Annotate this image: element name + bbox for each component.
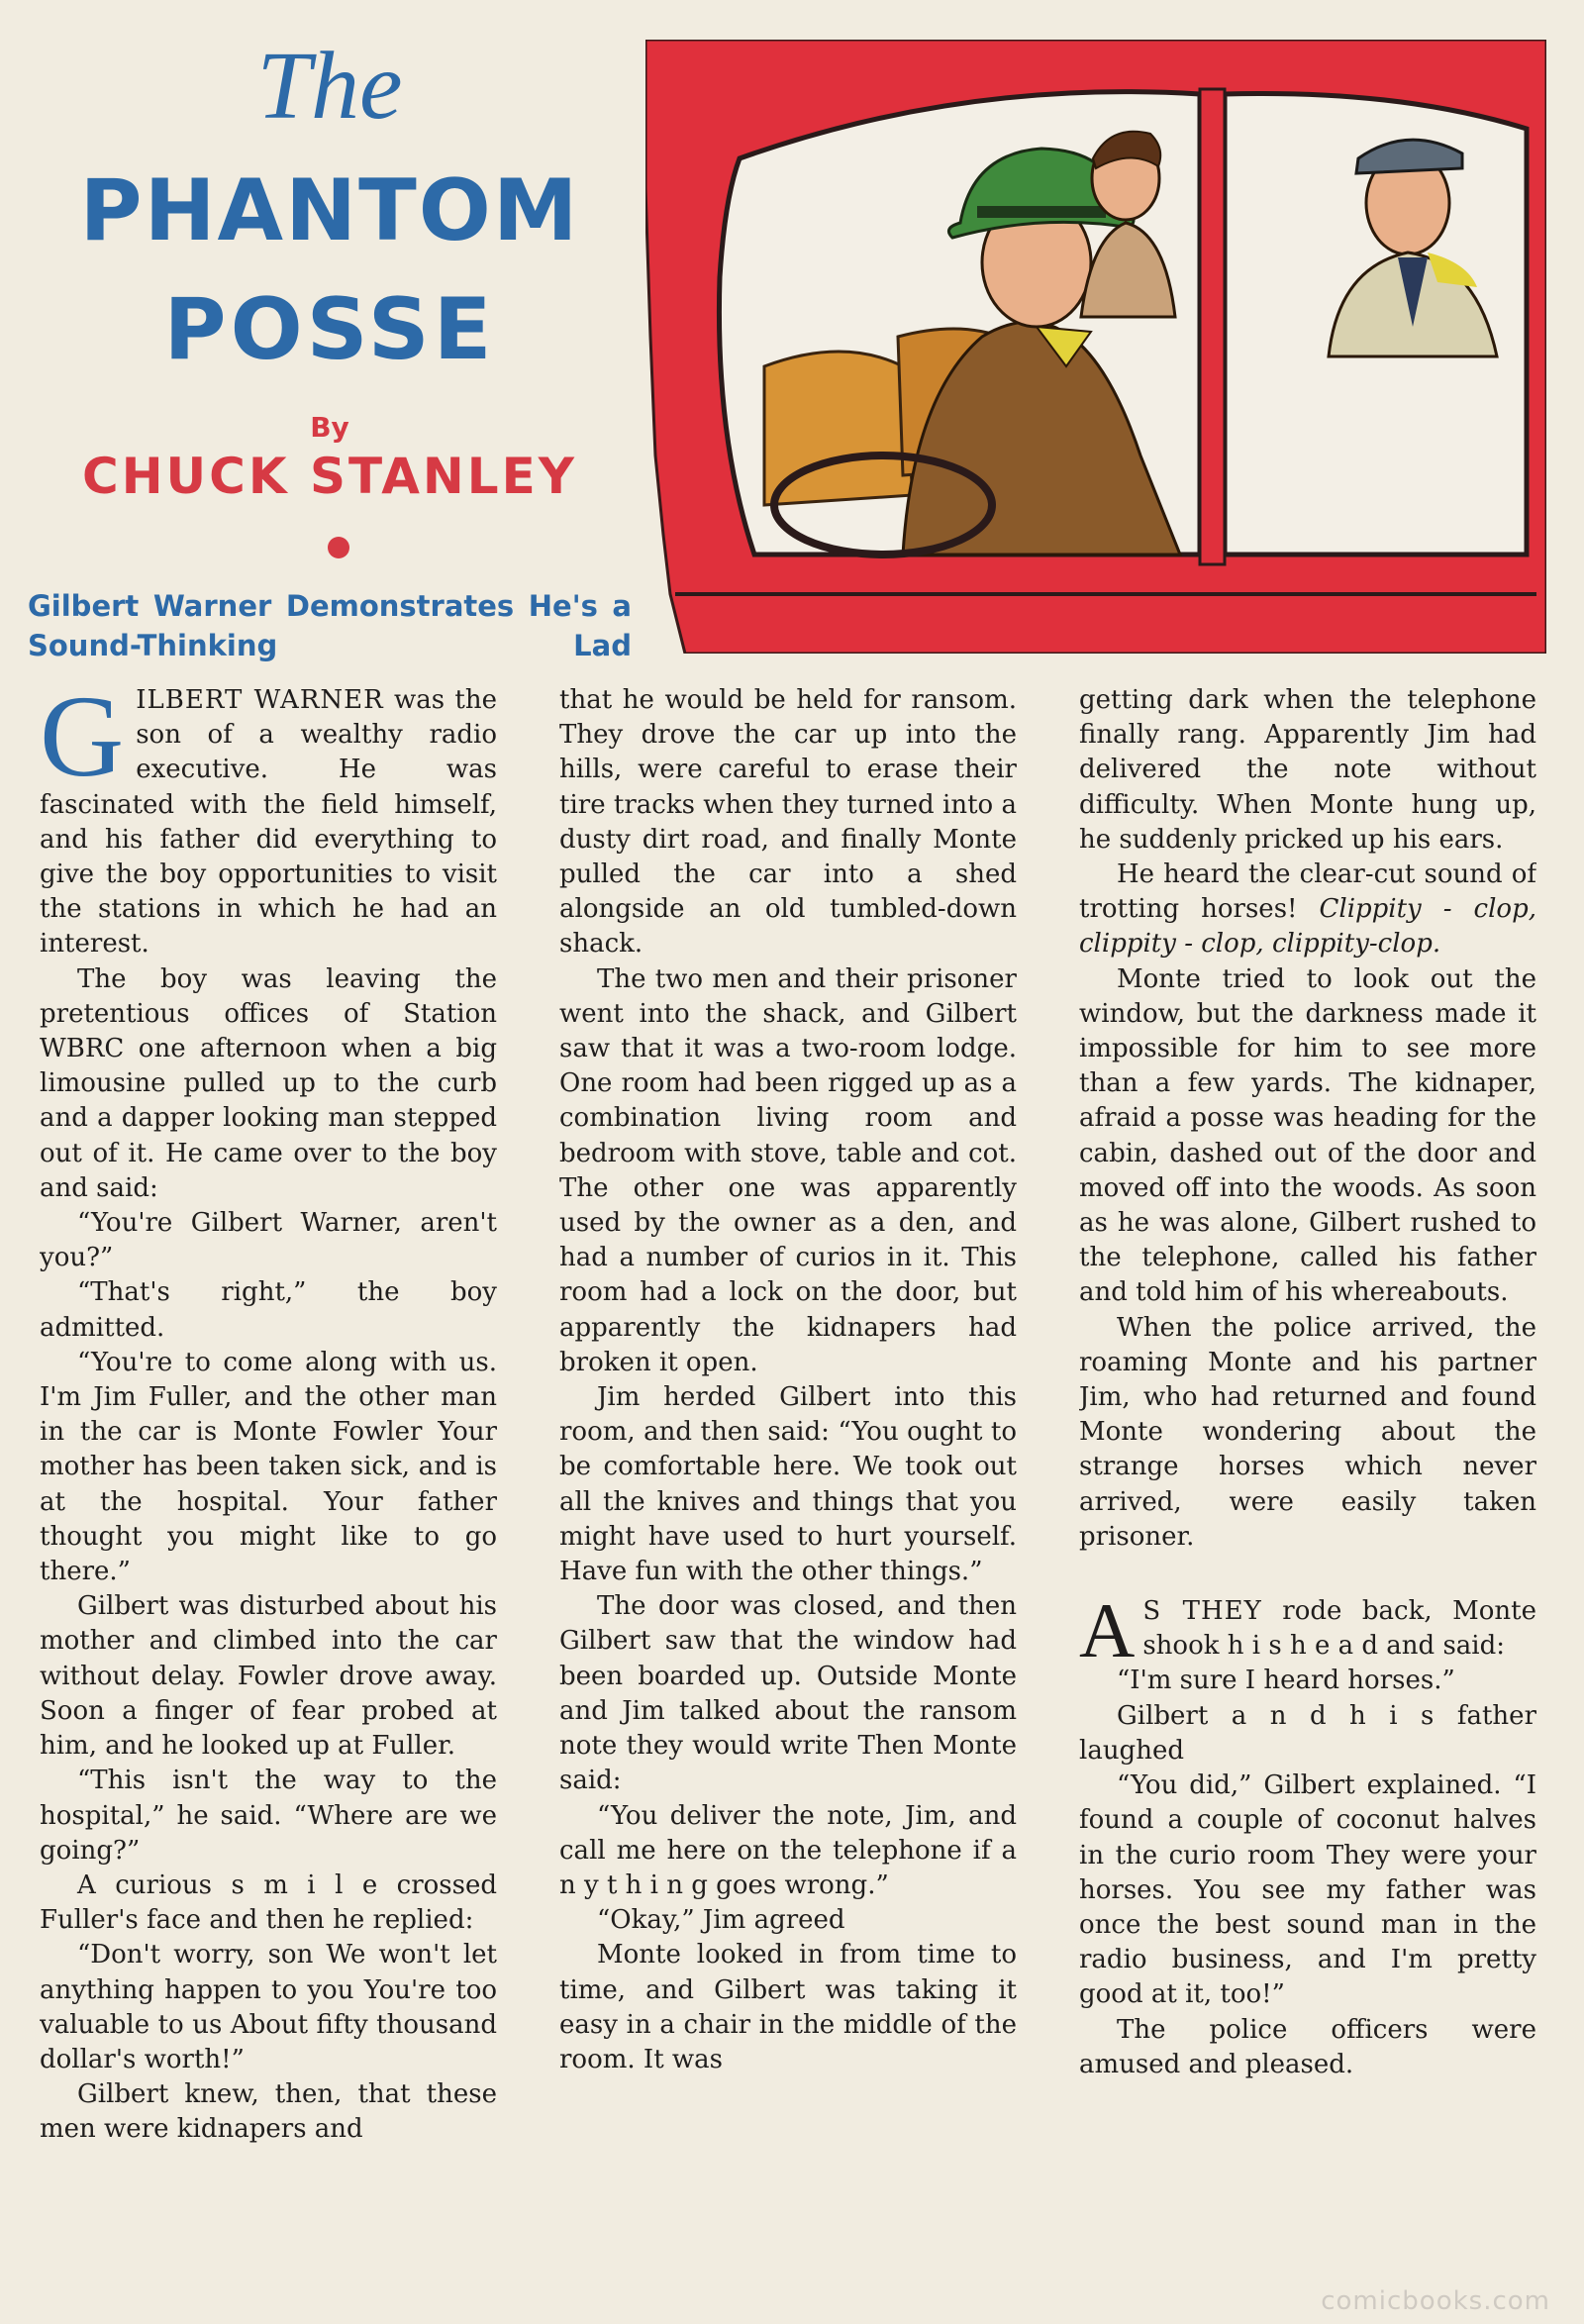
- paragraph: “I'm sure I heard horses.”: [1117, 1666, 1455, 1696]
- subtitle: Gilbert Warner Demonstrates He's a Sound-Thinking Lad: [28, 589, 632, 662]
- paragraph-text: was the son of a wealthy radio executive. He was fascinated with the field himself, and his father did everything to give the boy opportunities to visit the stations in which he had an interest.: [40, 685, 497, 960]
- paragraph: [1079, 858, 1536, 962]
- paragraph: The boy was leaving the pretentious offices of Station WBRC one afternoon when a big limousine pulled up to the curb and a dapper looking man stepped out of it. He came over to the boy and said:: [40, 963, 497, 1203]
- paragraph: [1079, 1587, 1536, 1674]
- paragraph: “You did,” Gilbert explained. “I found a couple of coconut halves in the curio room They were your horses. You see my father was once the best sound man in the radio business, and I'm pretty good at it, too!”: [1079, 1770, 1536, 2010]
- paragraph: The door was closed, and then Gilbert saw that the window had been boarded up. Outside Monte and Jim talked about the ransom note they would write Then Monte said:: [559, 1591, 1017, 1796]
- byline-author: CHUCK STANLEY: [82, 448, 577, 505]
- paragraph: A curious s m i l e crossed Fuller's face and then he replied:: [40, 1869, 497, 1936]
- lead-caps: S THEY: [1142, 1596, 1262, 1627]
- paragraph: Gilbert knew, then, that these men were kidnapers and: [40, 2079, 497, 2145]
- paragraph: “You're to come along with us. I'm Jim Fuller, and the other man in the car is Monte Fowler Your mother has been taken sick, and is at the hospital. Your father thought you might like to go there.”: [40, 1347, 497, 1587]
- drop-cap: G: [40, 683, 125, 801]
- paragraph: Gilbert was disturbed about his mother and climbed into the car without delay. Fowler drove away. Soon a finger of fear probed at him, and he looked up at Fuller.: [40, 1591, 497, 1762]
- watermark: comicbooks.com: [1321, 2286, 1550, 2316]
- paragraph: “You're Gilbert Warner, aren't you?”: [40, 1208, 497, 1273]
- lead-caps: ILBERT WARNER: [136, 685, 384, 715]
- paragraph: “This isn't the way to the hospital,” he said. “Where are we going?”: [40, 1766, 497, 1866]
- paragraph: “Don't worry, son We won't let anything happen to you You're too valuable to us About fifty thousand dollar's worth!”: [40, 1940, 497, 2074]
- drop-cap: A: [1079, 1587, 1136, 1674]
- sound-effect-text: Clippity - clop, clippity - clop, clippity-clop.: [1079, 894, 1536, 960]
- car-illustration-svg: [645, 40, 1546, 654]
- byline-by: By: [310, 411, 349, 444]
- paragraph-text: rode back, Monte shook h i s h e a d and said:: [1142, 1596, 1536, 1662]
- article-column-1: [40, 683, 497, 2302]
- paragraph: “You deliver the note, Jim, and call me here on the telephone if a n y t h i n g goes wrong.”: [559, 1800, 1017, 1900]
- paragraph: The two men and their prisoner went into the shack, and Gilbert saw that it was a two-room lodge. One room had been rigged up as a combination living room and bedroom with stove, table and cot. The other one was apparently used by the owner as a den, and had a number of curios in it. This room had a lock on the door, but apparently the kidnapers had broken it open.: [559, 963, 1017, 1377]
- paragraph: Gilbert a n d h i s father laughed: [1079, 1700, 1536, 1766]
- paragraph: “That's right,” the boy admitted.: [40, 1277, 497, 1343]
- paragraph: Monte looked in from time to time, and Gilbert was taking it easy in a chair in the middle of the room. It was: [559, 1940, 1017, 2074]
- paragraph: The police officers were amused and pleased.: [1079, 2014, 1536, 2079]
- paragraph-text: He heard the clear-cut sound of trotting horses!: [1079, 859, 1536, 925]
- title-block: [24, 20, 636, 662]
- article-column-2: [559, 683, 1017, 2302]
- title-posse: POSSE: [163, 280, 496, 379]
- article-column-3: [1079, 683, 1536, 2302]
- section-break: [1079, 1555, 1536, 1594]
- paragraph: Jim herded Gilbert into this room, and then said: “You ought to be comfortable here. We took out all the knives and things that you might have used to hurt yourself. Have fun with the other things.”: [559, 1382, 1017, 1587]
- bullet-dot-icon: [328, 537, 349, 558]
- title-phantom: PHANTOM: [79, 161, 580, 260]
- paragraph: that he would be held for ransom. They drove the car up into the hills, were careful to erase their tire tracks when they turned into a dusty dirt road, and finally Monte pulled the car into a shed alongside an old tumbled-down shack.: [559, 685, 1017, 960]
- paragraph: “Okay,” Jim agreed: [597, 1905, 845, 1936]
- paragraph: Monte tried to look out the window, but the darkness made it impossible for him to see more than a few yards. The kidnaper, afraid a posse was heading for the cabin, dashed out of the door and moved off into the woods. As soon as he was alone, Gilbert rushed to the telephone, called his father and told him of his whereabouts.: [1079, 963, 1536, 1308]
- paragraph: [40, 683, 497, 962]
- paragraph: getting dark when the telephone finally rang. Apparently Jim had delivered the note without difficulty. When Monte hung up, he suddenly pricked up his ears.: [1079, 685, 1536, 855]
- paragraph: When the police arrived, the roaming Monte and his partner Jim, who had returned and found Monte wondering about the strange horses which never arrived, were easily taken prisoner.: [1079, 1312, 1536, 1552]
- car-interior-illustration: [645, 40, 1546, 654]
- title-the: The: [256, 33, 403, 140]
